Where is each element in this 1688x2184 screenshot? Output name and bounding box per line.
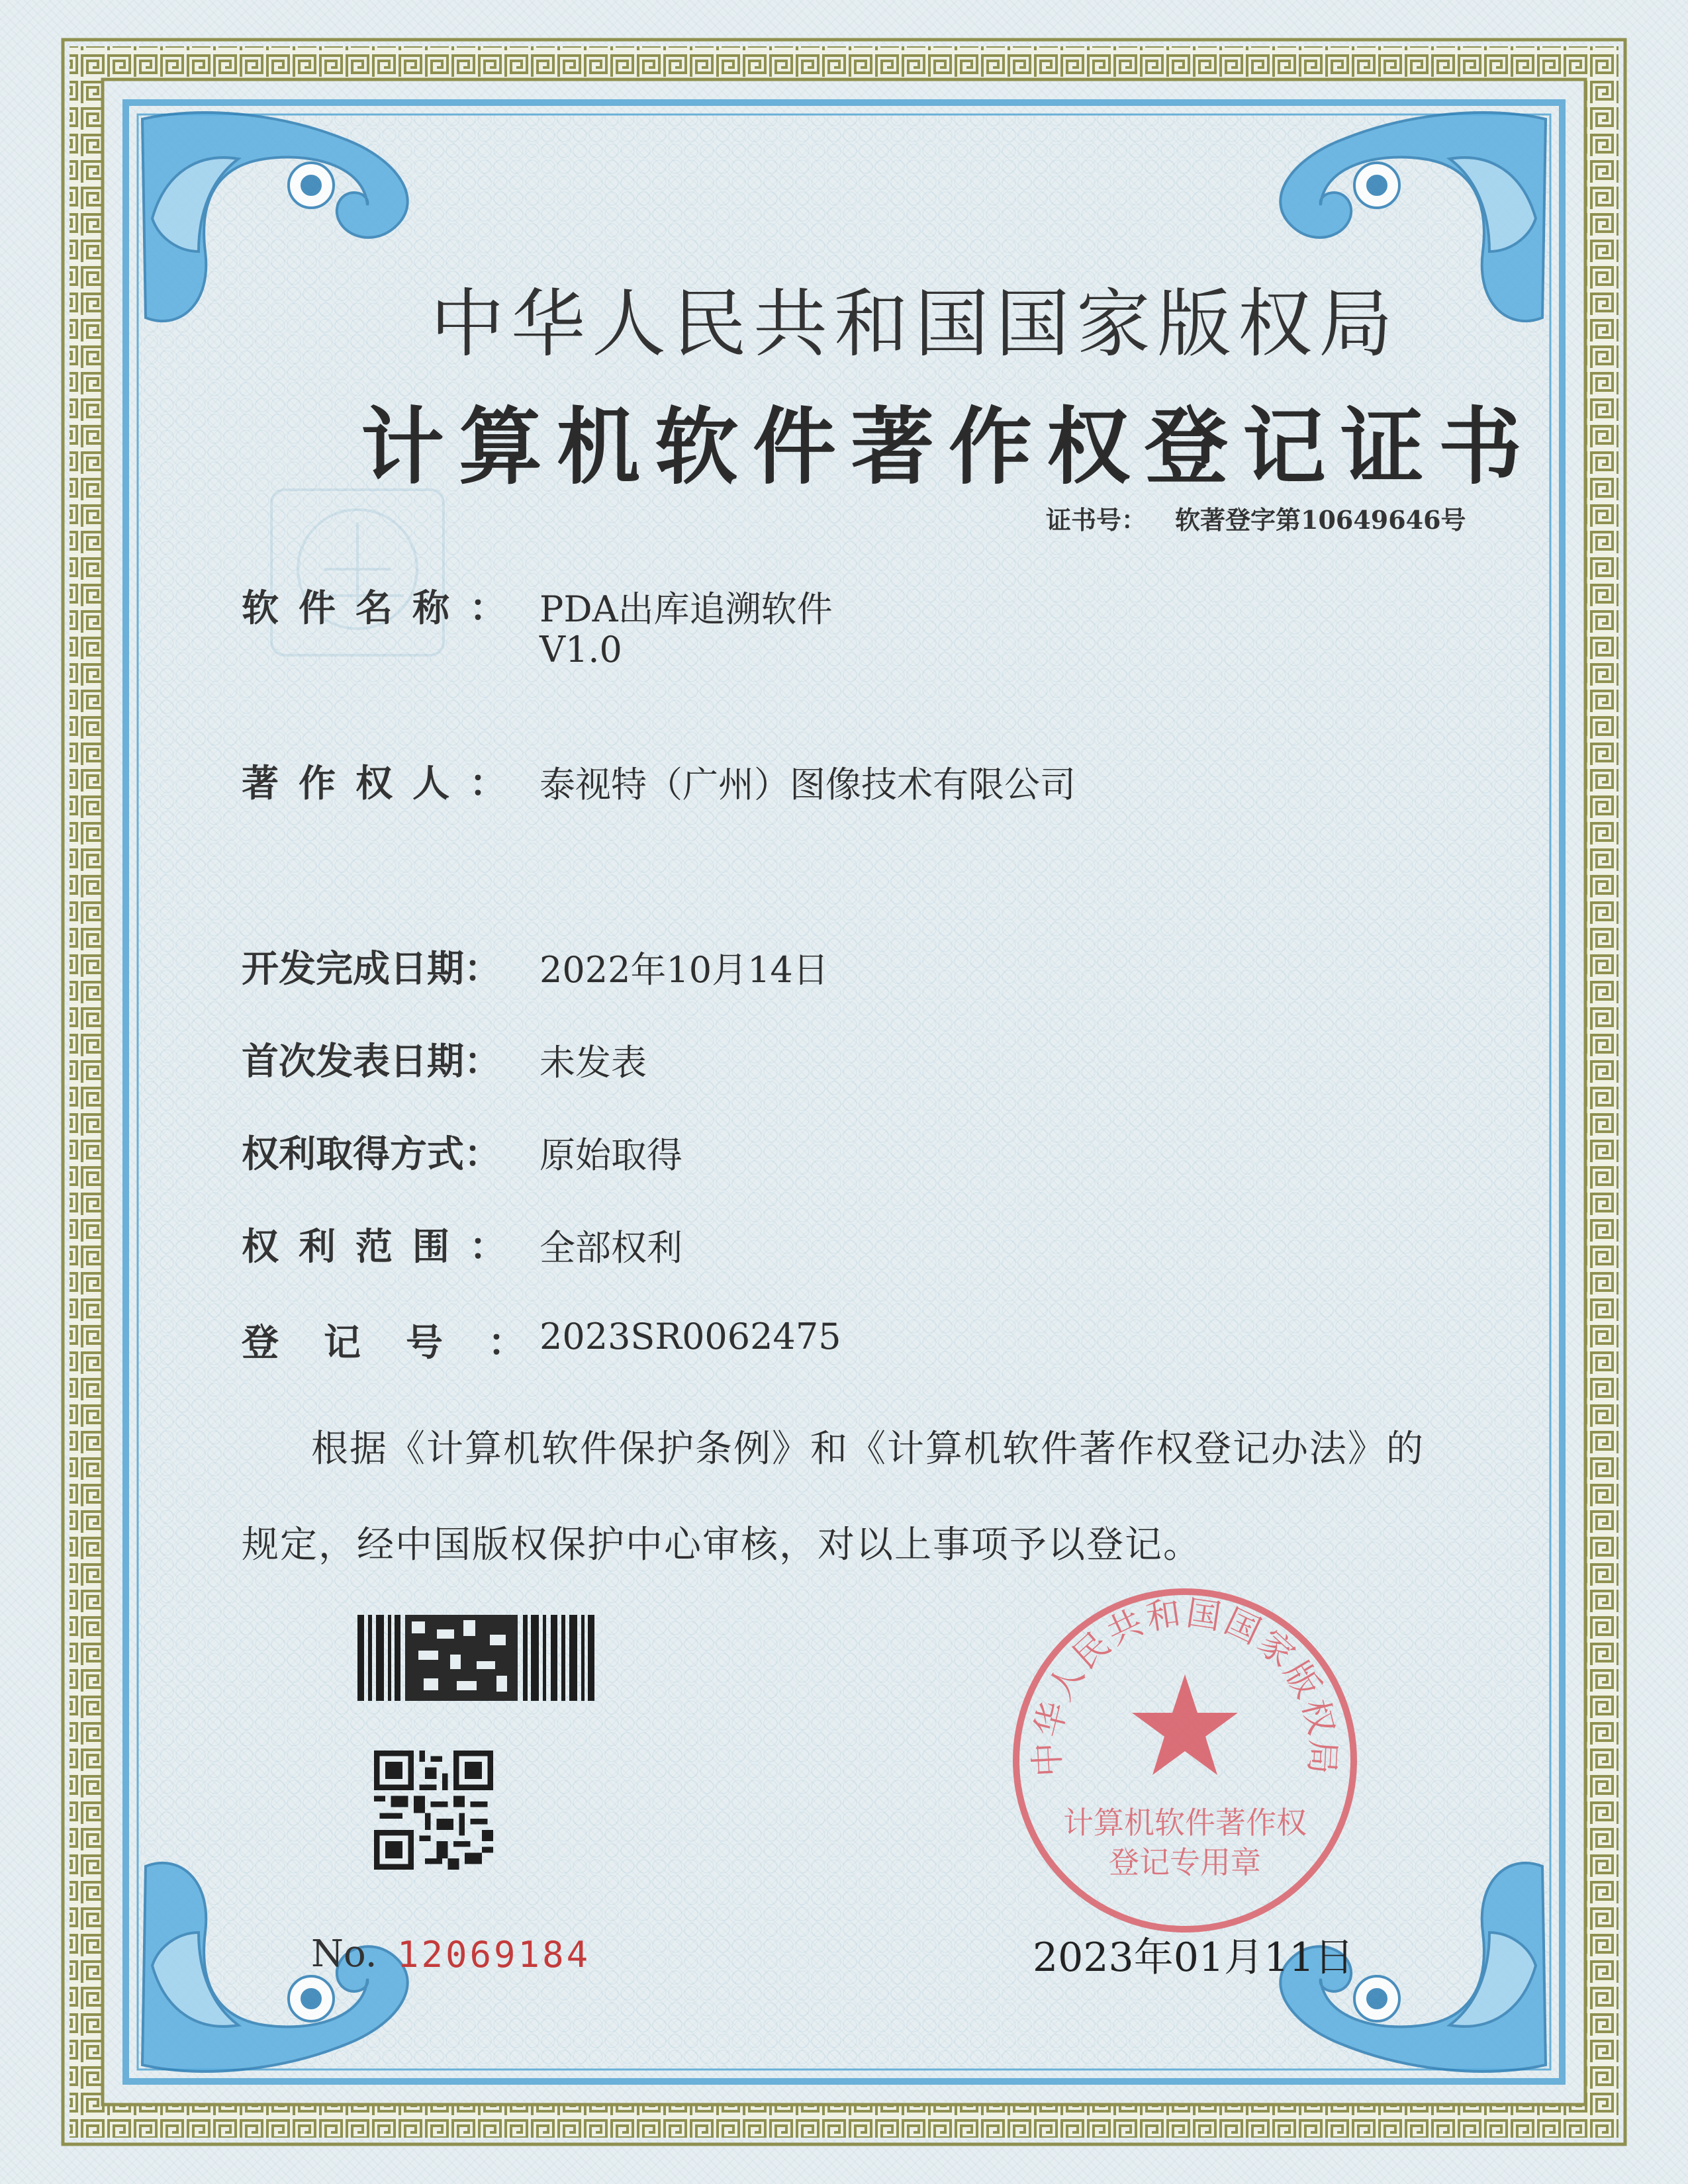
field-label-completion-date: 开发完成日期： bbox=[242, 947, 501, 991]
serial-prefix: No. bbox=[311, 1933, 377, 1976]
field-label-copyright-owner: 著作权人： bbox=[242, 762, 526, 805]
barcode-icon bbox=[357, 1615, 596, 1701]
qr-code-icon bbox=[374, 1751, 493, 1870]
cert-number: 软著登字第10649646号 bbox=[1175, 505, 1466, 535]
field-value-completion-date: 2022年10月14日 bbox=[539, 949, 829, 991]
field-label-rights-scope: 权利范围： bbox=[242, 1225, 526, 1269]
seal-line-2: 登记专用章 bbox=[1109, 1844, 1261, 1880]
seal-ring-text: 中华人民共和国国家版权局 bbox=[1027, 1593, 1343, 1778]
field-value-software-version: V1.0 bbox=[539, 629, 622, 670]
field-label-software-name: 软件名称： bbox=[242, 586, 526, 630]
field-value-copyright-owner: 泰视特（广州）图像技术有限公司 bbox=[539, 764, 1076, 805]
field-label-first-publish-date: 首次发表日期： bbox=[242, 1040, 501, 1083]
field-label-registration-number: 登记号： bbox=[242, 1321, 570, 1365]
field-value-registration-number: 2023SR0062475 bbox=[539, 1316, 841, 1357]
official-seal-icon bbox=[1006, 1582, 1364, 1939]
field-value-acquisition-method: 原始取得 bbox=[539, 1134, 682, 1176]
field-label-acquisition-method: 权利取得方式： bbox=[242, 1132, 501, 1176]
issuer-title: 中华人民共和国国家版权局 bbox=[430, 281, 1399, 367]
field-value-software-name: PDA出库追溯软件 bbox=[539, 588, 833, 630]
field-value-first-publish-date: 未发表 bbox=[539, 1042, 647, 1083]
serial-number: 12069184 bbox=[397, 1934, 591, 1976]
statement-line-2: 规定，经中国版权保护中心审核，对以上事项予以登记。 bbox=[242, 1524, 1201, 1567]
cert-number-label: 证书号： bbox=[1046, 505, 1147, 535]
statement-line-1: 根据《计算机软件保护条例》和《计算机软件著作权登记办法》的 bbox=[311, 1428, 1425, 1471]
field-value-rights-scope: 全部权利 bbox=[539, 1227, 682, 1269]
certificate-title: 计算机软件著作权登记证书 bbox=[361, 398, 1536, 496]
seal-line-1: 计算机软件著作权 bbox=[1063, 1805, 1307, 1841]
issue-date: 2023年01月11日 bbox=[1033, 1934, 1354, 1981]
